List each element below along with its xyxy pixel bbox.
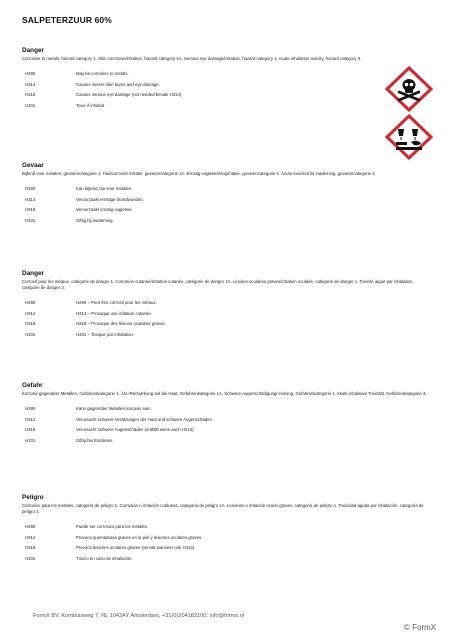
section-description: Corrosivo para los metales, categoría de peligro 1. Corrosión o irritación cutáneas, categoría de peligro 1A. Lesiones o irritación ocular graves, categoría de peligro 1. Toxicidad aguda por inhalación, categoría de peligro 3. xyxy=(22,503,424,514)
hazard-row xyxy=(22,71,432,82)
hazard-code: H331 xyxy=(25,102,36,108)
section-heading: Gevaar xyxy=(22,162,44,169)
hazard-row xyxy=(22,427,432,438)
hazard-code: H314 xyxy=(25,416,36,422)
hazard-row xyxy=(22,92,432,103)
hazard-code: H318 xyxy=(25,92,36,97)
hazard-code: H290 xyxy=(25,300,36,305)
corrosion-icon xyxy=(384,114,434,160)
hazard-row xyxy=(22,332,432,343)
section-spanish xyxy=(22,494,432,566)
hazard-code: H290 xyxy=(25,186,36,191)
hazard-code: H318 xyxy=(25,207,36,212)
hazard-text: Verursacht schwere Verätzungen der Haut und schwere Augenschäden. xyxy=(76,416,214,422)
hazard-text: Provoca quemaduras graves en la piel y lesiones oculares graves. xyxy=(76,534,203,540)
hazard-code: H314 xyxy=(25,81,36,87)
hazard-code: H314 xyxy=(25,196,36,202)
hazard-row xyxy=(22,406,432,417)
hazard-row xyxy=(22,417,432,428)
hazard-text: Kann gegenüber Metallen korrosiv sein. xyxy=(76,406,152,411)
section-description: Corrosive to metals, hazard category 1. Skin corrosion/irritation, hazard category 1A. Serious eye damage/irritation, hazard category 1. Acute inhalation toxicity, hazard category 3. xyxy=(22,56,362,61)
hazard-code: H331 xyxy=(25,437,36,443)
hazard-code: H331 xyxy=(25,331,36,337)
hazard-list xyxy=(22,300,432,342)
section-heading: Gefahr xyxy=(22,382,43,389)
hazard-text: Kan bijtend zijn voor metalen. xyxy=(76,186,133,191)
hazard-row xyxy=(22,545,432,556)
hazard-code: H290 xyxy=(25,524,36,529)
document-title: SALPETERZUUR 60% xyxy=(22,15,112,25)
hazard-row xyxy=(22,207,432,218)
skull-crossbones-icon xyxy=(384,66,434,112)
brand-copyright: © FormX xyxy=(404,623,437,632)
hazard-code: H318 xyxy=(25,321,36,326)
hazard-row xyxy=(22,556,432,567)
hazard-row xyxy=(22,321,432,332)
ghs-pictograms xyxy=(384,66,434,162)
section-heading: Danger xyxy=(22,47,45,54)
hazard-text: Puede ser corrosivo para los metales. xyxy=(76,524,149,529)
hazard-list xyxy=(22,71,432,113)
hazard-row xyxy=(22,103,432,114)
hazard-row xyxy=(22,311,432,322)
hazard-list xyxy=(22,186,432,228)
hazard-text: Giftig bij inademing. xyxy=(76,217,114,223)
hazard-row xyxy=(22,197,432,208)
hazard-row xyxy=(22,218,432,229)
section-description: Corrosif pour les métaux, catégorie de danger 1. Corrosion cutanée/irritation cutanée, catégorie de danger 1A. Lésions oculaires graves/irritation oculaire, catégorie de danger 1. Toxicité aiguë par inhalation, catégorie de danger 3. xyxy=(22,279,414,290)
section-heading: Danger xyxy=(22,270,45,277)
hazard-text: Veroorzaakt ernstige brandwonden. xyxy=(76,196,144,202)
hazard-row xyxy=(22,524,432,535)
hazard-text: H331 – Toxique par inhalation. xyxy=(76,331,134,337)
hazard-code: H290 xyxy=(25,406,36,411)
hazard-text: Giftig bei Einatmen. xyxy=(76,437,114,443)
hazard-list xyxy=(22,406,432,448)
hazard-row xyxy=(22,82,432,93)
section-description: Bijtend voor metalen, gevarencategorie 1. Huidcorrosie/-irritatie, gevarencategorie 1A. Ernstig oogletsel/oogirritatie, gevarencategorie 1. Acute toxiciteit bij inademing, gevarencategorie 3. xyxy=(22,171,376,176)
hazard-text: H314 – Provoque une irritation cutanée. xyxy=(76,310,152,316)
footer-address: FormX BV, Kombuisweg 7, NL 1043AY Amsterdam, +31(0)204182100, info@formx.nl xyxy=(33,613,245,619)
hazard-text: Verursacht schwere Augenschäden (entfällt wenn auch H314). xyxy=(76,427,195,432)
hazard-text: Causes severe skin burns and eye damage. xyxy=(76,81,160,87)
section-german xyxy=(22,382,432,448)
hazard-text: May be corrosive to metals. xyxy=(76,71,129,76)
hazard-row xyxy=(22,438,432,449)
hazard-row xyxy=(22,300,432,311)
section-french xyxy=(22,270,432,342)
section-dutch xyxy=(22,162,432,228)
hazard-code: H318 xyxy=(25,545,36,550)
hazard-text: Provoca lesiones oculares graves (vervalt wanneer ook H314). xyxy=(76,545,196,550)
hazard-text: Toxic if inhaled. xyxy=(76,102,106,108)
hazard-row xyxy=(22,186,432,197)
hazard-code: H290 xyxy=(25,71,36,76)
section-english xyxy=(22,47,432,113)
hazard-text: H318 – Provoque des lésions oculaires graves. xyxy=(76,321,166,326)
hazard-code: H314 xyxy=(25,534,36,540)
hazard-code: H331 xyxy=(25,555,36,561)
section-heading: Peligro xyxy=(22,494,44,501)
hazard-text: Veroorzaakt ernstig oogletsel. xyxy=(76,207,133,212)
hazard-text: H290 – Peut être corrosif pour les métaux. xyxy=(76,300,157,305)
hazard-list xyxy=(22,524,432,566)
hazard-row xyxy=(22,535,432,546)
hazard-text: Causes serious eye damage (not needed beside H314). xyxy=(76,92,183,97)
hazard-text: Tóxico en caso de inhalación. xyxy=(76,555,133,561)
hazard-code: H318 xyxy=(25,427,36,432)
hazard-code: H331 xyxy=(25,217,36,223)
hazard-code: H314 xyxy=(25,310,36,316)
section-description: Korrosiv gegenüber Metallen, Gefahrenkategorie 1. Ätz-/Reizwirkung auf die Haut, Gefahrenkategorie 1A. Schwere Augenschädigung/-reizung, Gefahrenkategorie 1. Akute inhalative Toxizität, Gefahrenkategorie 3. xyxy=(22,391,427,396)
